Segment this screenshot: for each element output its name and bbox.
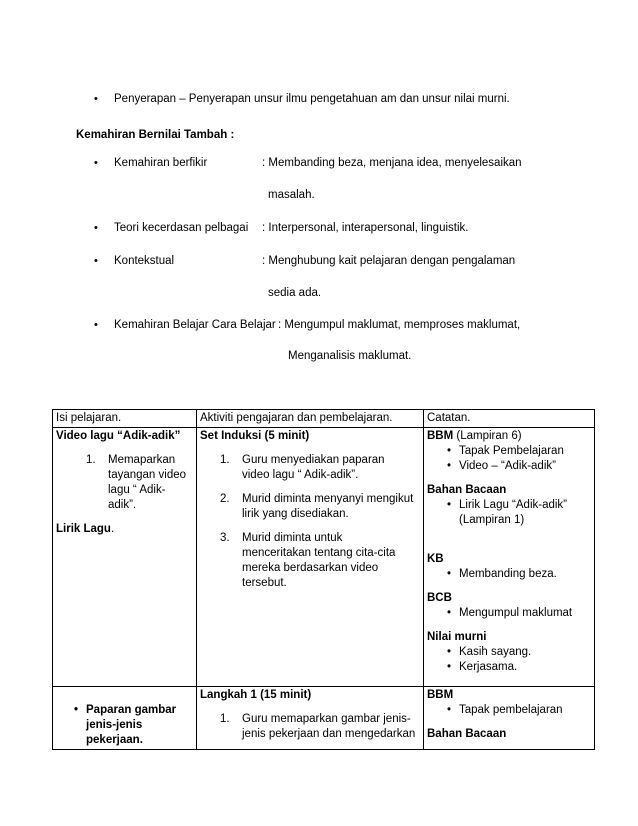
section-heading: Kemahiran Bernilai Tambah :: [76, 129, 235, 141]
isi-title: Video lagu “Adik-adik”: [56, 430, 181, 442]
item-value: : Membanding beza, menjana idea, menyelesaikan: [262, 157, 522, 169]
bullet-icon: •: [446, 661, 452, 673]
bullet-icon: •: [446, 460, 452, 472]
aktiviti-title: Langkah 1 (15 minit): [200, 689, 312, 701]
bbm-note: (Lampiran 6): [453, 430, 522, 442]
isi-item-line: lagu “ Adik-: [108, 484, 166, 496]
aktiviti-line: tersebut.: [242, 577, 287, 589]
item-value-cont: masalah.: [268, 189, 315, 201]
list-item: • Kerjasama.: [427, 660, 591, 675]
aktiviti-line: Guru memaparkan gambar jenis-: [242, 713, 411, 725]
lesson-table: [52, 409, 595, 750]
table-row: [53, 428, 595, 687]
item-label: Kemahiran Belajar Cara Belajar: [114, 319, 276, 331]
item-label: Kemahiran berfikir: [114, 157, 208, 169]
item-value: : Menghubung kait pelajaran dengan pengalaman: [262, 255, 516, 267]
aktiviti-line: video lagu “ Adik-adik”.: [242, 469, 359, 481]
catatan-cell: [424, 687, 595, 750]
bacaan-label: Bahan Bacaan: [427, 484, 507, 496]
aktiviti-item: [200, 531, 420, 591]
header-aktiviti: Aktiviti pengajaran dan pembelajaran.: [197, 410, 424, 428]
isi-item: [56, 453, 193, 513]
bbm-label: BBM: [427, 689, 454, 701]
item-number: 3.: [220, 532, 230, 544]
bacaan-note: (Lampiran 1): [459, 514, 525, 526]
list-item: • Kasih sayang.: [427, 645, 591, 660]
aktiviti-item: [200, 712, 420, 742]
bacaan-label: Bahan Bacaan: [427, 728, 507, 740]
aktiviti-item: [200, 453, 420, 483]
aktiviti-line: lirik yang disediakan.: [242, 508, 349, 520]
aktiviti-cell: [197, 687, 424, 750]
item-value-cont: Menganalisis maklumat.: [288, 350, 412, 362]
bbm-line: [427, 429, 591, 444]
header-catatan: Catatan.: [424, 410, 595, 428]
bullet-icon: •: [73, 704, 79, 716]
aktiviti-line: mereka berdasarkan video: [242, 562, 379, 574]
item-number: 2.: [220, 493, 230, 505]
item-number: 1.: [220, 713, 230, 725]
isi-item-line: Memaparkan: [108, 454, 176, 466]
isi-item-line: adik”.: [108, 499, 137, 511]
bcb-label: BCB: [427, 592, 452, 604]
bullet-icon: •: [446, 499, 452, 511]
item-value: : Mengumpul maklumat, memproses maklumat,: [278, 319, 521, 331]
header-isi: Isi pelajaran.: [53, 410, 197, 428]
item-number: 1.: [86, 454, 96, 466]
list-item: • Tapak Pembelajaran: [427, 444, 591, 459]
item-number: 1.: [220, 454, 230, 466]
isi-item-line: tayangan video: [108, 469, 187, 481]
bullet-icon: •: [446, 445, 452, 457]
item-value: : Interpersonal, interapersonal, linguistik.: [262, 222, 469, 234]
aktiviti-cell: [197, 428, 424, 687]
catatan-cell: [424, 428, 595, 687]
aktiviti-item: [200, 492, 420, 522]
bullet-icon: •: [94, 93, 98, 105]
list-item: • Video – “Adik-adik”: [427, 459, 591, 474]
bullet-icon: •: [94, 255, 98, 267]
item-label: Kontekstual: [114, 255, 175, 267]
isi-cell: [53, 687, 197, 750]
list-item: • Membanding beza.: [427, 567, 591, 582]
bullet-icon: •: [446, 607, 452, 619]
table-row: [53, 687, 595, 750]
aktiviti-line: Murid diminta untuk: [242, 532, 343, 544]
nilai-label: Nilai murni: [427, 631, 487, 643]
aktiviti-title: Set Induksi (5 minit): [200, 430, 310, 442]
bullet-icon: •: [446, 704, 452, 716]
kb-label: KB: [427, 553, 444, 565]
bullet-icon: •: [94, 157, 98, 169]
bullet-icon: •: [94, 222, 98, 234]
list-item: • Lirik Lagu “Adik-adik”: [427, 498, 591, 513]
bbm-label: BBM: [427, 430, 454, 442]
bullet-icon: •: [446, 568, 452, 580]
list-item: • Tapak pembelajaran: [427, 703, 591, 718]
item-label: Teori kecerdasan pelbagai: [114, 222, 249, 234]
aktiviti-line: Murid diminta menyanyi mengikut: [242, 493, 414, 505]
aktiviti-line: menceritakan tentang cita-cita: [242, 547, 396, 559]
isi-lirik: [56, 522, 193, 537]
bullet-icon: •: [446, 646, 452, 658]
isi-lirik-label: Lirik Lagu: [56, 523, 111, 535]
isi-cell: [53, 428, 197, 687]
penyerapan-text: Penyerapan – Penyerapan unsur ilmu pengetahuan am dan unsur nilai murni.: [114, 93, 510, 105]
table-header-row: [53, 410, 595, 428]
list-item: • Mengumpul maklumat: [427, 606, 591, 621]
bullet-icon: •: [94, 319, 98, 331]
aktiviti-line: jenis pekerjaan dan mengedarkan: [242, 728, 416, 740]
item-value-cont: sedia ada.: [268, 287, 322, 299]
isi-lirik-dot: .: [110, 523, 115, 535]
aktiviti-line: Guru menyediakan paparan: [242, 454, 385, 466]
list-item: • Paparan gambar jenis-jenis pekerjaan.: [56, 688, 193, 748]
